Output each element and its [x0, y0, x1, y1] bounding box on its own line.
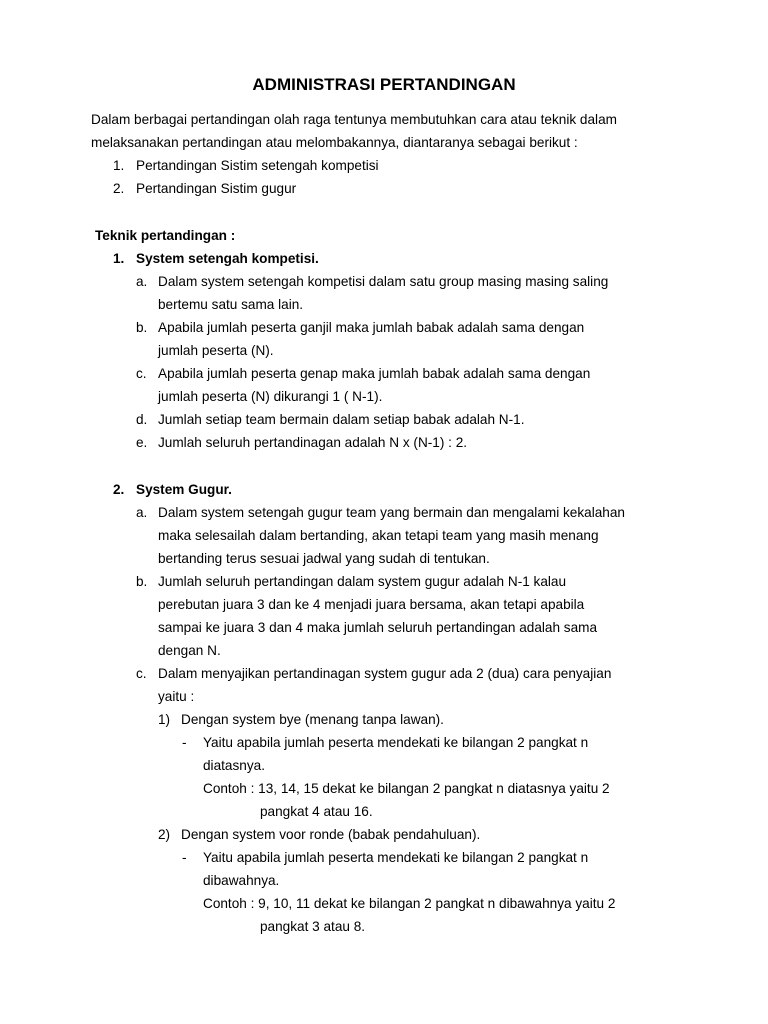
s2-item-b-line-4: dengan N. — [158, 643, 221, 658]
sub-2-dash: - — [182, 850, 187, 865]
sub-1-contoh-cont: pangkat 4 atau 16. — [260, 804, 373, 819]
sub-2-dash-line-1: Yaitu apabila jumlah peserta mendekati ke bilangan 2 pangkat n — [203, 850, 589, 865]
sub-1-dash: - — [182, 735, 187, 750]
s2-item-a-line-3: bertanding terus sesuai jadwal yang sudah di tentukan. — [158, 551, 490, 566]
s1-item-b-marker: b. — [136, 320, 148, 335]
intro-item-1-marker: 1. — [113, 158, 125, 173]
s1-item-c-line-2: jumlah peserta (N) dikurangi 1 ( N-1). — [158, 389, 383, 404]
s1-item-c-line-1: Apabila jumlah peserta genap maka jumlah babak adalah sama dengan — [158, 366, 591, 381]
s2-item-b-marker: b. — [136, 574, 148, 589]
sub-2-dash-line-2: dibawahnya. — [203, 873, 280, 888]
s1-item-b-line-2: jumlah peserta (N). — [158, 343, 274, 358]
sub-2-marker: 2) — [158, 827, 171, 842]
intro-item-2-marker: 2. — [113, 181, 125, 196]
sub-2-text: Dengan system voor ronde (babak pendahuluan). — [181, 827, 481, 842]
s1-item-c-marker: c. — [136, 366, 147, 381]
intro-item-2: Pertandingan Sistim gugur — [136, 181, 297, 196]
sub-1-dash-line-2: diatasnya. — [203, 758, 265, 773]
sub-2-contoh: Contoh : 9, 10, 11 dekat ke bilangan 2 pangkat n dibawahnya yaitu 2 — [203, 896, 616, 911]
s2-item-b-line-2: perebutan juara 3 dan ke 4 menjadi juara bersama, akan tetapi apabila — [158, 597, 585, 612]
sub-1-marker: 1) — [158, 712, 171, 727]
s2-item-c-marker: c. — [136, 666, 147, 681]
intro-item-1: Pertandingan Sistim setengah kompetisi — [136, 158, 379, 173]
s1-item-d-marker: d. — [136, 412, 148, 427]
s1-item-a-line-1: Dalam system setengah kompetisi dalam satu group masing masing saling — [158, 274, 609, 289]
s1-item-d-line-1: Jumlah setiap team bermain dalam setiap babak adalah N-1. — [158, 412, 525, 427]
s2-item-a-line-2: maka selesailah dalam bertanding, akan tetapi team yang masih menang — [158, 528, 599, 543]
teknik-heading: Teknik pertandingan : — [95, 228, 236, 243]
s1-item-a-marker: a. — [136, 274, 148, 289]
sub-1-dash-line-1: Yaitu apabila jumlah peserta mendekati ke bilangan 2 pangkat n — [203, 735, 589, 750]
s1-item-e-line-1: Jumlah seluruh pertandinagan adalah N x (N-1) : 2. — [158, 435, 468, 450]
s1-item-a-line-2: bertemu satu sama lain. — [158, 297, 304, 312]
sub-2-contoh-cont: pangkat 3 atau 8. — [260, 919, 366, 934]
s2-item-a-line-1: Dalam system setengah gugur team yang bermain dan mengalami kekalahan — [158, 505, 625, 520]
s2-item-b-line-1: Jumlah seluruh pertandingan dalam system gugur adalah N-1 kalau — [158, 574, 567, 589]
page-title: ADMINISTRASI PERTANDINGAN — [252, 75, 516, 94]
s2-item-c-line-1: Dalam menyajikan pertandinagan system gugur ada 2 (dua) cara penyajian — [158, 666, 612, 681]
sub-1-text: Dengan system bye (menang tanpa lawan). — [181, 712, 444, 727]
section2-heading: System Gugur. — [136, 482, 232, 497]
section1-heading: System setengah kompetisi. — [136, 251, 319, 266]
intro-line-2: melaksanakan pertandingan atau melombakannya, diantaranya sebagai berikut : — [91, 135, 578, 150]
s2-item-b-line-3: sampai ke juara 3 dan 4 maka jumlah seluruh pertandingan adalah sama — [158, 620, 598, 635]
section2-marker: 2. — [113, 482, 125, 497]
intro-line-1: Dalam berbagai pertandingan olah raga tentunya membutuhkan cara atau teknik dalam — [91, 112, 617, 127]
s1-item-e-marker: e. — [136, 435, 148, 450]
section1-marker: 1. — [113, 251, 125, 266]
sub-1-contoh: Contoh : 13, 14, 15 dekat ke bilangan 2 pangkat n diatasnya yaitu 2 — [203, 781, 610, 796]
s2-item-c-line-2: yaitu : — [158, 689, 195, 704]
s2-item-a-marker: a. — [136, 505, 148, 520]
s1-item-b-line-1: Apabila jumlah peserta ganjil maka jumlah babak adalah sama dengan — [158, 320, 585, 335]
